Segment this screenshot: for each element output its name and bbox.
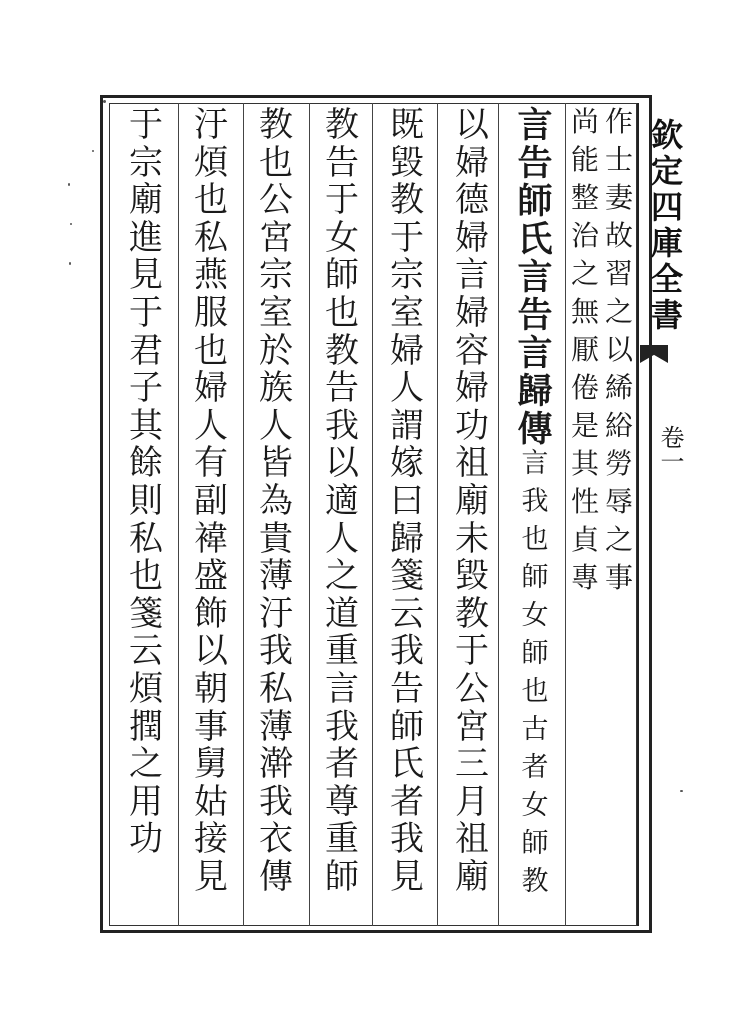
glyph: 未	[455, 518, 489, 559]
text-column-3	[513, 105, 557, 906]
glyph: 教	[325, 105, 359, 145]
glyph: 見	[129, 255, 163, 296]
glyph: 于	[390, 217, 424, 258]
glyph: 箋	[390, 556, 424, 597]
glyph: 公	[455, 668, 489, 709]
glyph: 容	[455, 330, 489, 371]
glyph: 德	[455, 180, 489, 221]
glyph: 之	[129, 744, 163, 785]
text-column-2	[568, 105, 602, 602]
glyph: 箋	[129, 593, 163, 634]
glyph: 也	[194, 330, 228, 371]
glyph: 厭	[570, 333, 599, 366]
glyph: 妻	[604, 181, 633, 214]
glyph: 云	[390, 593, 424, 634]
glyph: 告	[390, 668, 424, 709]
glyph: 三	[455, 744, 489, 785]
glyph: 治	[570, 219, 599, 252]
glyph: 宗	[259, 255, 293, 296]
glyph: 婦	[194, 368, 228, 409]
glyph: 婦	[455, 217, 489, 258]
glyph: 之	[570, 257, 599, 290]
glyph: 煩	[194, 142, 228, 183]
glyph: 見	[194, 856, 228, 897]
glyph: 公	[259, 180, 293, 221]
glyph: 師	[521, 562, 549, 593]
glyph: 婦	[455, 292, 489, 333]
edge-volume-label: 卷一	[656, 425, 684, 473]
glyph: 其	[129, 405, 163, 446]
glyph: 歸	[517, 371, 553, 412]
glyph: 貴	[259, 518, 293, 559]
glyph: 歸	[390, 518, 424, 559]
glyph: 人	[259, 405, 293, 446]
glyph: 宮	[455, 706, 489, 747]
glyph: 以	[455, 105, 489, 145]
column-rule	[243, 103, 244, 926]
glyph: 于	[325, 180, 359, 221]
glyph: 師	[325, 255, 359, 296]
glyph: 祖	[455, 819, 489, 860]
glyph: 也	[129, 556, 163, 597]
glyph: 之	[325, 556, 359, 597]
glyph: 師	[521, 828, 549, 859]
column-rule	[565, 103, 566, 926]
glyph: 言	[521, 448, 549, 479]
glyph: 既	[390, 105, 424, 145]
glyph: 燕	[194, 255, 228, 296]
glyph: 宗	[129, 142, 163, 183]
glyph: 曰	[390, 480, 424, 521]
glyph: 也	[521, 676, 549, 707]
glyph: 師	[390, 706, 424, 747]
glyph: 飾	[194, 593, 228, 634]
glyph: 婦	[455, 368, 489, 409]
glyph: 婦	[390, 330, 424, 371]
glyph: 汙	[259, 593, 293, 634]
glyph: 告	[325, 142, 359, 183]
glyph: 以	[194, 631, 228, 672]
glyph: 褘	[194, 518, 228, 559]
glyph: 教	[455, 593, 489, 634]
glyph: 之	[604, 523, 633, 556]
glyph: 私	[194, 217, 228, 258]
glyph: 習	[604, 257, 633, 290]
glyph: 于	[455, 631, 489, 672]
fishtail-mark-icon	[640, 345, 668, 363]
glyph: 人	[325, 518, 359, 559]
glyph: 於	[259, 330, 293, 371]
glyph: 云	[129, 631, 163, 672]
glyph: 廟	[129, 180, 163, 221]
glyph: 于	[129, 105, 163, 145]
glyph: 綌	[604, 409, 633, 442]
glyph: 其	[570, 447, 599, 480]
glyph: 人	[194, 405, 228, 446]
glyph: 我	[259, 781, 293, 822]
text-column-1	[602, 105, 636, 602]
glyph: 室	[259, 292, 293, 333]
text-column-9	[124, 105, 168, 860]
glyph: 功	[129, 819, 163, 860]
glyph: 也	[259, 142, 293, 183]
glyph: 我	[390, 631, 424, 672]
glyph: 性	[570, 485, 599, 518]
glyph: 也	[521, 524, 549, 555]
glyph: 進	[129, 217, 163, 258]
glyph: 薄	[259, 706, 293, 747]
glyph: 我	[259, 631, 293, 672]
glyph: 姑	[194, 781, 228, 822]
glyph: 道	[325, 593, 359, 634]
glyph: 女	[325, 217, 359, 258]
glyph: 為	[259, 480, 293, 521]
glyph: 嫁	[390, 443, 424, 484]
glyph: 我	[325, 706, 359, 747]
glyph: 餘	[129, 443, 163, 484]
glyph: 傳	[259, 856, 293, 897]
glyph: 婦	[455, 142, 489, 183]
glyph: 師	[517, 181, 553, 222]
glyph: 則	[129, 480, 163, 521]
glyph: 澣	[259, 744, 293, 785]
glyph: 士	[604, 143, 633, 176]
glyph: 以	[325, 443, 359, 484]
glyph: 見	[390, 856, 424, 897]
glyph: 無	[570, 295, 599, 328]
column-rule	[498, 103, 499, 926]
glyph: 故	[604, 219, 633, 252]
glyph: 言	[517, 333, 553, 374]
glyph: 事	[604, 561, 633, 594]
glyph: 以	[604, 333, 633, 366]
glyph: 月	[455, 781, 489, 822]
glyph: 告	[517, 143, 553, 184]
glyph: 煩	[129, 668, 163, 709]
glyph: 廟	[455, 856, 489, 897]
glyph: 女	[521, 790, 549, 821]
glyph: 者	[390, 781, 424, 822]
text-column-8	[189, 105, 233, 897]
glyph: 汙	[194, 105, 228, 145]
glyph: 貞	[570, 523, 599, 556]
glyph: 師	[325, 856, 359, 897]
glyph: 教	[325, 330, 359, 371]
glyph: 私	[129, 518, 163, 559]
glyph: 我	[521, 486, 549, 517]
text-column-4	[450, 105, 494, 897]
glyph: 薄	[259, 556, 293, 597]
glyph: 用	[129, 781, 163, 822]
glyph: 毀	[455, 556, 489, 597]
column-rule	[437, 103, 438, 926]
column-rule	[309, 103, 310, 926]
glyph: 室	[390, 292, 424, 333]
glyph: 我	[325, 405, 359, 446]
glyph: 告	[517, 295, 553, 336]
glyph: 是	[570, 409, 599, 442]
glyph: 能	[570, 143, 599, 176]
text-column-7	[254, 105, 298, 897]
glyph: 子	[129, 368, 163, 409]
column-rule	[372, 103, 373, 926]
glyph: 作	[604, 105, 633, 138]
glyph: 教	[259, 105, 293, 145]
glyph: 傳	[517, 409, 553, 450]
glyph: 者	[521, 752, 549, 783]
glyph: 人	[390, 368, 424, 409]
glyph: 者	[325, 744, 359, 785]
glyph: 宮	[259, 217, 293, 258]
glyph: 事	[194, 706, 228, 747]
glyph: 重	[325, 819, 359, 860]
glyph: 尚	[570, 105, 599, 138]
glyph: 于	[129, 292, 163, 333]
glyph: 專	[570, 561, 599, 594]
glyph: 有	[194, 443, 228, 484]
glyph: 重	[325, 631, 359, 672]
glyph: 教	[521, 866, 549, 897]
glyph: 朝	[194, 668, 228, 709]
glyph: 勞	[604, 447, 633, 480]
glyph: 衣	[259, 819, 293, 860]
glyph: 謂	[390, 405, 424, 446]
glyph: 適	[325, 480, 359, 521]
glyph: 我	[390, 819, 424, 860]
glyph: 整	[570, 181, 599, 214]
edge-book-title: 欽定四庫全書	[646, 118, 684, 334]
glyph: 女	[521, 600, 549, 631]
glyph: 絺	[604, 371, 633, 404]
glyph: 服	[194, 292, 228, 333]
glyph: 功	[455, 405, 489, 446]
glyph: 古	[521, 714, 549, 745]
glyph: 也	[325, 292, 359, 333]
glyph: 氏	[390, 744, 424, 785]
glyph: 接	[194, 819, 228, 860]
glyph: 副	[194, 480, 228, 521]
column-rule	[178, 103, 179, 926]
glyph: 祖	[455, 443, 489, 484]
glyph: 撋	[129, 706, 163, 747]
glyph: 族	[259, 368, 293, 409]
glyph: 師	[521, 638, 549, 669]
glyph: 告	[325, 368, 359, 409]
glyph: 之	[604, 295, 633, 328]
text-column-6	[320, 105, 364, 897]
glyph: 言	[517, 105, 553, 146]
glyph: 舅	[194, 744, 228, 785]
glyph: 皆	[259, 443, 293, 484]
glyph: 宗	[390, 255, 424, 296]
glyph: 也	[194, 180, 228, 221]
glyph: 君	[129, 330, 163, 371]
glyph: 尊	[325, 781, 359, 822]
glyph: 盛	[194, 556, 228, 597]
glyph: 倦	[570, 371, 599, 404]
glyph: 辱	[604, 485, 633, 518]
glyph: 私	[259, 668, 293, 709]
glyph: 毀	[390, 142, 424, 183]
text-column-5	[385, 105, 429, 897]
glyph: 言	[325, 668, 359, 709]
glyph: 言	[517, 257, 553, 298]
glyph: 教	[390, 180, 424, 221]
glyph: 氏	[517, 219, 553, 260]
glyph: 言	[455, 255, 489, 296]
glyph: 廟	[455, 480, 489, 521]
